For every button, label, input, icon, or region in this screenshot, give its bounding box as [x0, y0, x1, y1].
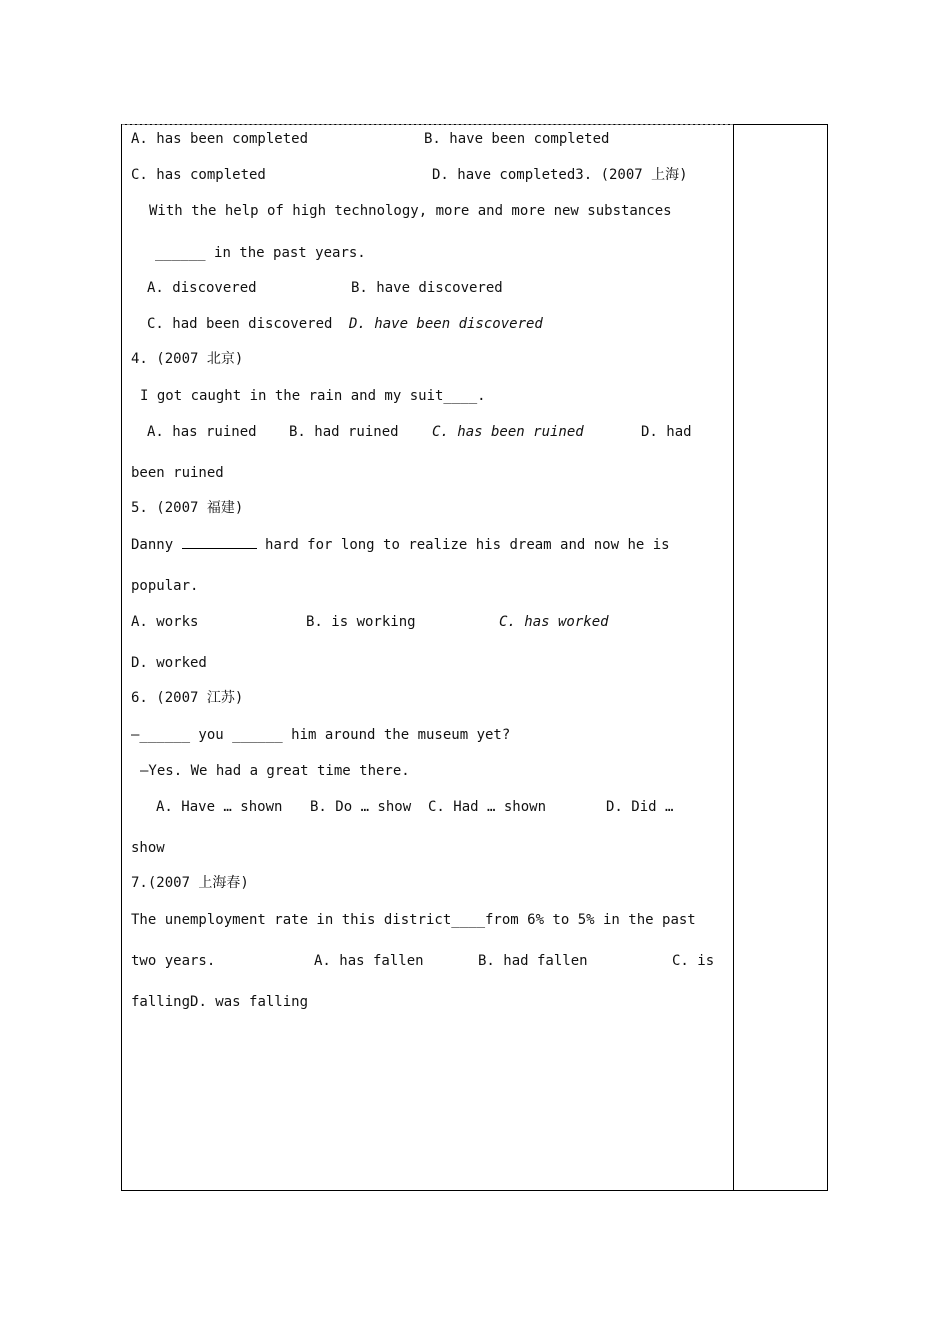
- option-a: A. discovered: [147, 280, 257, 296]
- option-c: C. Had … shown: [428, 799, 547, 815]
- option-c: C. is: [672, 953, 715, 969]
- option-d: D. was falling: [190, 994, 309, 1010]
- option-a: A. has fallen: [314, 953, 424, 969]
- option-b: B. had fallen: [478, 953, 588, 969]
- dialogue-line: —Yes. We had a great time there.: [140, 763, 410, 779]
- option-c-answer: C. has worked: [499, 614, 609, 630]
- option-d-continued: show: [131, 840, 165, 856]
- option-a: A. has been completed: [131, 131, 309, 147]
- column-divider: [733, 125, 734, 1190]
- question-header: 4. (2007 北京): [131, 351, 244, 367]
- option-b: B. is working: [306, 614, 416, 630]
- option-c-continued: falling: [131, 994, 191, 1010]
- option-b: B. had ruined: [289, 424, 399, 440]
- option-c-and-d: [131, 993, 308, 1011]
- option-b: B. have discovered: [351, 280, 503, 296]
- option-d: D. have completed3. (2007 上海): [432, 167, 688, 183]
- option-d-continued: been ruined: [131, 465, 224, 481]
- option-d: D. worked: [131, 655, 207, 671]
- answer-blank: [182, 536, 257, 549]
- question-stem: [155, 244, 366, 262]
- stem-end: hard for long to realize his dream and now he is: [265, 537, 670, 553]
- option-b: B. Do … show: [310, 799, 412, 815]
- option-c: C. has completed: [131, 167, 266, 183]
- answer-blank: ______: [155, 245, 206, 261]
- question-stem: [131, 536, 670, 554]
- option-c: C. had been discovered: [147, 316, 333, 332]
- stem-start: Danny: [131, 537, 174, 553]
- question-stem: The unemployment rate in this district____from 6% to 5% in the past: [131, 912, 696, 928]
- option-a: A. works: [131, 614, 199, 630]
- option-d: D. Did …: [606, 799, 674, 815]
- question-header: 6. (2007 江苏): [131, 690, 244, 706]
- question-header: 5. (2007 福建): [131, 500, 244, 516]
- question-header: 7.(2007 上海春): [131, 875, 249, 891]
- question-stem-continued: two years.: [131, 953, 216, 969]
- question-stem-continued: in the past years.: [214, 245, 366, 261]
- option-d-answer: D. have been discovered: [349, 316, 543, 332]
- dialogue-line: —______ you ______ him around the museum yet?: [131, 727, 511, 743]
- question-stem: I got caught in the rain and my suit____.: [140, 388, 486, 404]
- option-b: B. have been completed: [424, 131, 610, 147]
- option-d: D. had: [641, 424, 692, 440]
- option-c-answer: C. has been ruined: [432, 424, 584, 440]
- question-stem-continued: popular.: [131, 578, 199, 594]
- option-a: A. Have … shown: [156, 799, 283, 815]
- option-a: A. has ruined: [147, 424, 257, 440]
- question-stem: With the help of high technology, more and more new substances: [149, 203, 672, 219]
- top-dashed-border: [122, 124, 733, 125]
